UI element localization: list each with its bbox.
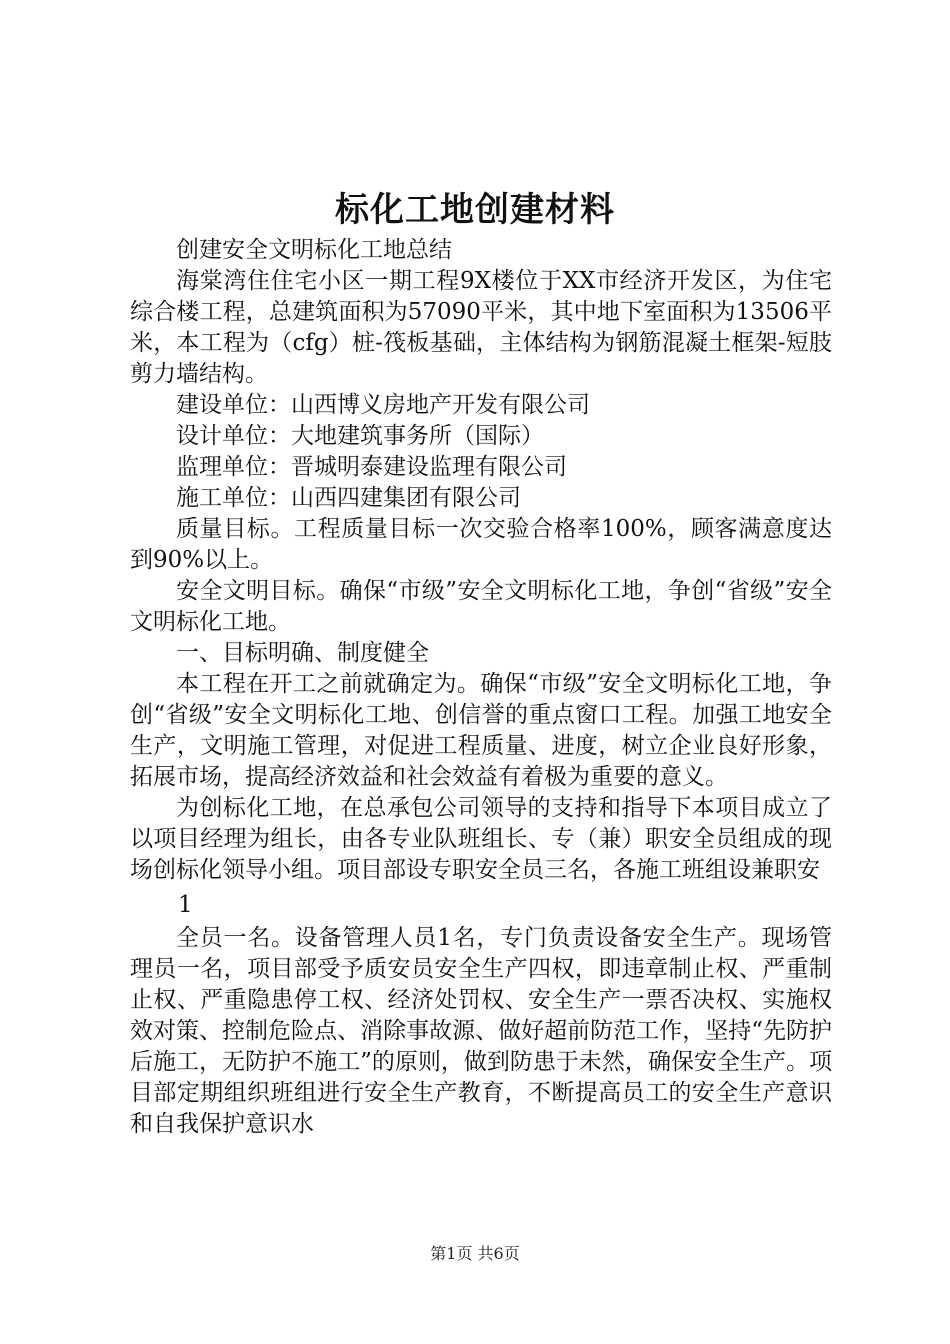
subtitle-paragraph: 创建安全文明标化工地总结 — [176, 237, 452, 263]
section-body-paragraph: 本工程在开工之前就确定为。确保“市级”安全文明标化工地，争创“省级”安全文明标化工地、创信誉的重点窗口工程。加强工地安全生产，文明施工管理，对促进工程质量、进度，树立企业良好形象，拓展市场，提高经济效益和社会效益有着极为重要的意义。 — [130, 671, 832, 790]
project-overview-paragraph: 海棠湾住住宅小区一期工程9X楼位于XX市经济开发区，为住宅综合楼工程，总建筑面积为57090平米，其中地下室面积为13506平米，本工程为（cfg）桩-筏板基础，主体结构为钢筋混凝土框架-短肢剪力墙结构。 — [130, 268, 832, 387]
inline-page-marker: 1 — [178, 892, 193, 918]
design-unit-line: 设计单位：大地建筑事务所（国际） — [176, 423, 544, 449]
supervision-unit-line: 监理单位：晋城明泰建设监理有限公司 — [176, 454, 567, 480]
construction-unit-line: 施工单位：山西四建集团有限公司 — [176, 485, 521, 511]
page-footer: 第1页 共6页 — [430, 1244, 520, 1263]
organization-paragraph: 为创标化工地，在总承包公司领导的支持和指导下本项目成立了以项目经理为组长，由各专业队班组长、专（兼）职安全员组成的现场创标化领导小组。项目部设专职安全员三名，各施工班组设兼职安 — [130, 795, 832, 883]
document-body — [130, 235, 832, 1140]
quality-goal-paragraph: 质量目标。工程质量目标一次交验合格率100%，顾客满意度达到90%以上。 — [130, 516, 832, 573]
safety-goal-paragraph: 安全文明目标。确保“市级”安全文明标化工地，争创“省级”安全文明标化工地。 — [130, 578, 832, 635]
section-heading: 一、目标明确、制度健全 — [176, 640, 429, 666]
continuation-paragraph: 全员一名。设备管理人员1名，专门负责设备安全生产。现场管理员一名，项目部受予质安员安全生产四权，即违章制止权、严重制止权、严重隐患停工权、经济处罚权、安全生产一票否决权、实施权效对策、控制危险点、消除事故源、做好超前防范工作，坚持“先防护后施工，无防护不施工”的原则，做到防患于未然，确保安全生产。项目部定期组织班组进行安全生产教育，不断提高员工的安全生产意识和自我保护意识水 — [130, 925, 832, 1137]
developer-unit-line: 建设单位：山西博义房地产开发有限公司 — [176, 392, 590, 418]
document-title: 标化工地创建材料 — [335, 190, 615, 230]
